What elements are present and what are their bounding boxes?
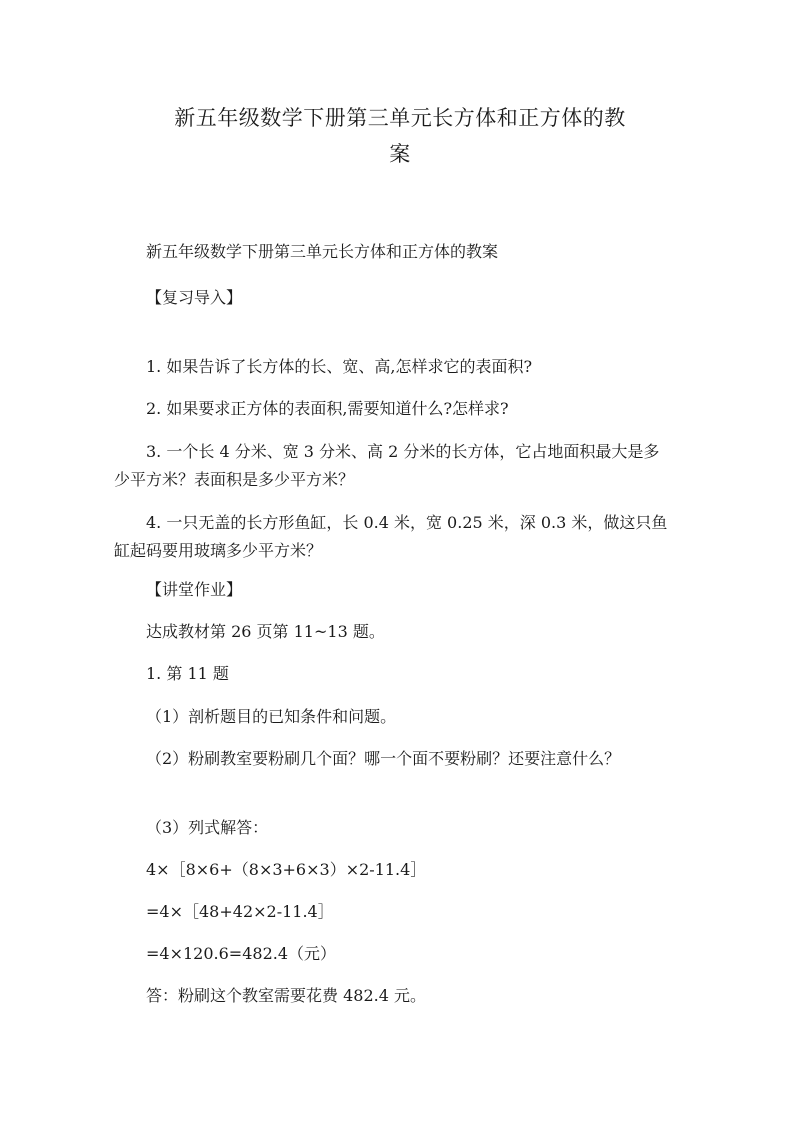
classwork-intro: 达成教材第 26 页第 11~13 题。	[146, 622, 385, 641]
review-question-4: 4. 一只无盖的长方形鱼缸，长 0.4 米，宽 0.25 米，深 0.3 米，做这只鱼缸起码要用玻璃多少平方米？	[114, 513, 668, 560]
title-line-1: 新五年级数学下册第三单元长方体和正方体的教	[174, 106, 626, 130]
title-line-2: 案	[389, 142, 411, 166]
review-question-2: 2. 如果要求正方体的表面积,需要知道什么?怎样求?	[146, 399, 509, 418]
formula-line-3: =4×120.6=482.4（元）	[146, 944, 337, 963]
step-2: （2）粉刷教室要粉刷几个面？哪一个面不要粉刷？还要注意什么？	[146, 749, 621, 768]
review-question-3: 3. 一个长 4 分米、宽 3 分米、高 2 分米的长方体，它占地面积最大是多少平方米？表面积是多少平方米？	[114, 442, 660, 489]
answer-line: 答：粉刷这个教室需要花费 482.4 元。	[146, 986, 426, 1005]
item-title: 1. 第 11 题	[146, 664, 229, 683]
subtitle: 新五年级数学下册第三单元长方体和正方体的教案	[146, 242, 499, 261]
formula-line-2: =4×［48+42×2-11.4］	[146, 902, 334, 921]
review-question-1: 1. 如果告诉了长方体的长、宽、高,怎样求它的表面积?	[146, 357, 533, 376]
section-heading-review: 【复习导入】	[146, 288, 243, 307]
document-title	[110, 100, 690, 172]
step-3: （3）列式解答：	[146, 818, 269, 837]
formula-line-1: 4×［8×6+（8×3+6×3）×2-11.4］	[146, 860, 427, 879]
step-1: （1）剖析题目的已知条件和问题。	[146, 707, 397, 726]
section-heading-classwork: 【讲堂作业】	[146, 580, 243, 599]
